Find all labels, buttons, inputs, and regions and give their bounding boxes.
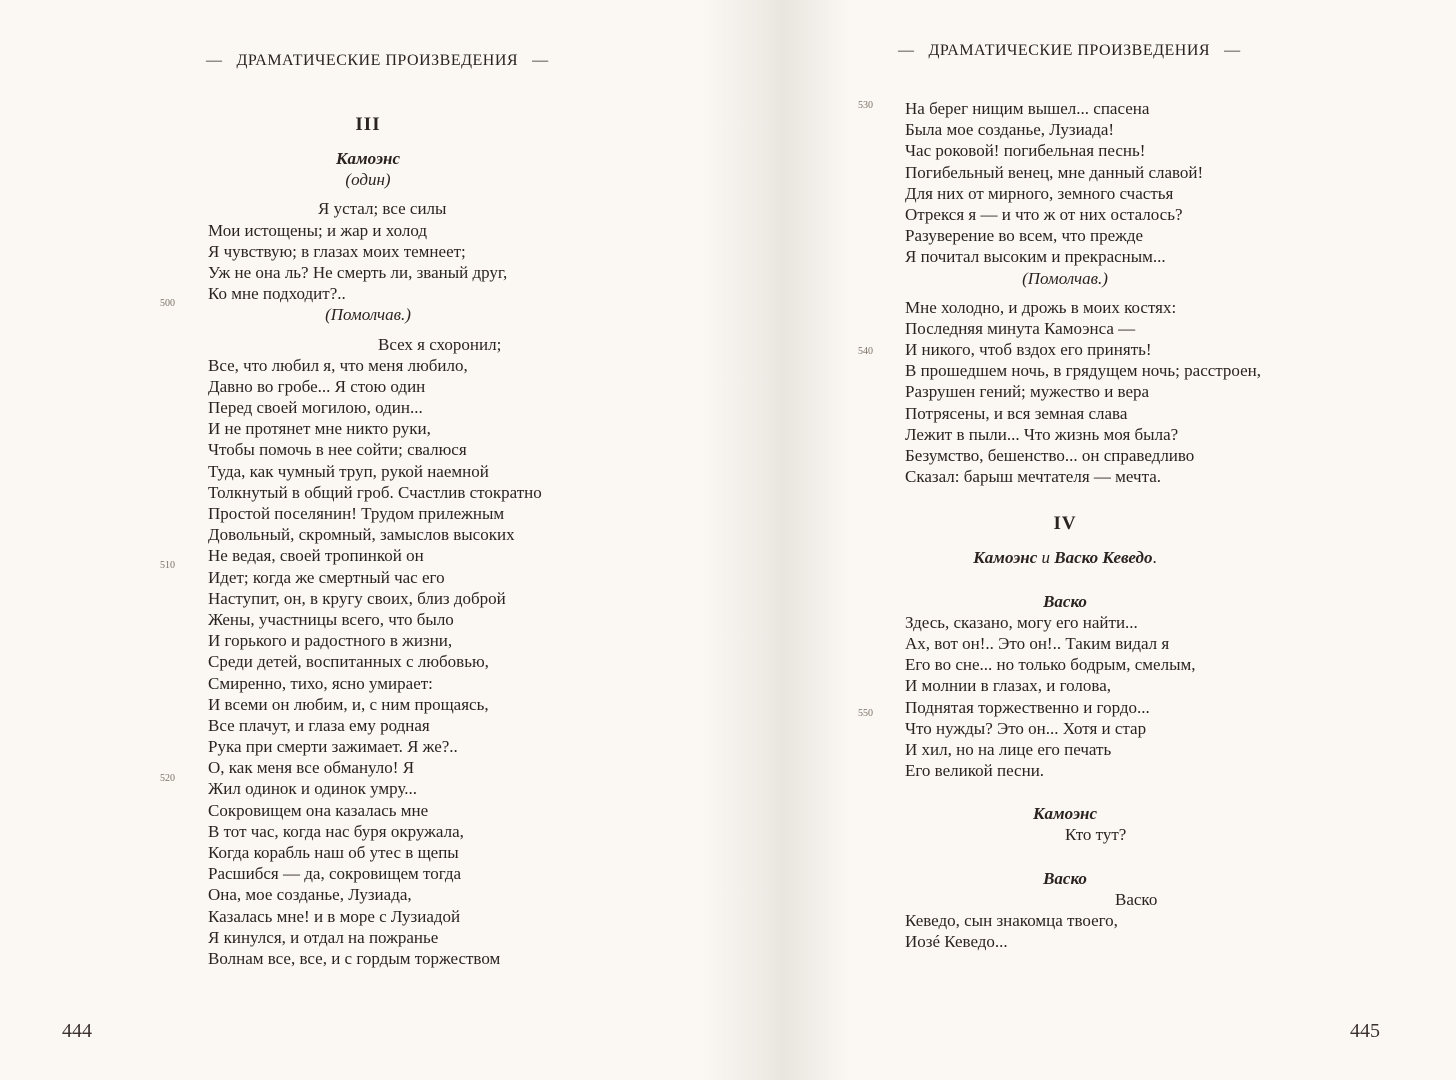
verse-line: Давно во гробе... Я стою один (208, 376, 426, 396)
verse-line: Довольный, скромный, замыслов высоких (208, 525, 515, 545)
verse-line: Среди детей, воспитанных с любовью, (208, 652, 489, 672)
verse-line: Уж не она ль? Не смерть ли, званый друг, (208, 262, 508, 282)
speaker-camoens: Камоэнс (336, 149, 400, 168)
line-number-540: 540 (858, 346, 873, 357)
scene-speaker-camoens: Камоэнс (973, 548, 1038, 568)
act-number-iii: III (355, 114, 381, 135)
verse-line: Лежит в пыли... Что жизнь моя была? (905, 424, 1179, 444)
verse-line: Отрекся я — и что ж от них осталось? (905, 204, 1183, 224)
stage-direction-pause: (Помолчав.) (325, 305, 411, 325)
act-number-iv: IV (1053, 513, 1077, 535)
verse-line: Кто тут? (1065, 825, 1127, 845)
verse-line: Сокровищем она казалась мне (208, 800, 429, 820)
verse-line: Погибельный венец, мне данный славой! (905, 162, 1204, 182)
line-number-520: 520 (160, 773, 175, 784)
verse-line: Я почитал высоким и прекрасным... (905, 247, 1166, 267)
speaker-vasco: Васко (1043, 591, 1087, 611)
stage-direction-pause: (Помолчав.) (1022, 268, 1108, 288)
line-number-530: 530 (858, 100, 873, 111)
scene-speaker-vasco: Васко Кеведо (1054, 548, 1153, 568)
verse-line: Я чувствую; в глазах моих темнеет; (208, 241, 466, 261)
verse-line: Здесь, сказано, могу его найти... (905, 612, 1138, 632)
verse-line: На берег нищим вышел... спасена (905, 99, 1150, 118)
verse-line: Потрясены, и вся земная слава (905, 403, 1128, 423)
verse-line: Всех я схоронил; (378, 334, 502, 354)
verse-line: И хил, но на лице его печать (905, 739, 1112, 759)
verse-line: Его во сне... но только бодрым, смелым, (905, 655, 1196, 675)
right-page-text (905, 98, 1325, 952)
verse-line: Она, мое созданье, Лузиада, (208, 885, 412, 905)
verse-line: В тот час, когда нас буря окружала, (208, 821, 464, 841)
verse-line: И никого, чтоб вздох его принять! (905, 340, 1152, 360)
verse-line: Жены, участницы всего, что было (208, 609, 454, 629)
verse-line: Рука при смерти зажимает. Я же?.. (208, 737, 458, 757)
verse-line: Все, что любил я, что меня любило, (208, 355, 468, 375)
right-head-dash-left: — (898, 42, 915, 59)
verse-line: Ко мне подходит?.. (208, 284, 346, 304)
verse-line: Волнам все, все, и с гордым торжеством (208, 948, 501, 968)
verse-line: Сказал: барыш мечтателя — мечта. (905, 467, 1162, 487)
verse-line: Я кинулся, и отдал на пожранье (208, 927, 439, 947)
left-head-dash-right: — (532, 52, 549, 69)
scene-period: . (1152, 548, 1157, 568)
verse-line: Чтобы помочь в нее сойти; свалюся (208, 440, 467, 460)
verse-line: Васко (1115, 889, 1158, 909)
verse-line: И всеми он любим, и, с ним прощаясь, (208, 694, 489, 714)
left-head-dash-left: — (206, 52, 223, 69)
verse-line: В прошедшем ночь, в грядущем ночь; расстроен, (905, 361, 1262, 381)
verse-line: Его великой песни. (905, 761, 1045, 781)
verse-line: Толкнутый в общий гроб. Счастлив стократно (208, 482, 542, 502)
scene-conjunction: и (1037, 548, 1055, 568)
verse-line: И молнии в глазах, и голова, (905, 676, 1112, 696)
speaker-camoens: Камоэнс (1033, 804, 1097, 824)
verse-line: Туда, как чумный труп, рукой наемной (208, 461, 489, 481)
verse-line: Когда корабль наш об утес в щепы (208, 843, 459, 862)
verse-line: Последняя минута Камоэнса — (905, 318, 1136, 338)
verse-line: Мне холодно, и дрожь в моих костях: (905, 297, 1177, 317)
left-head-title: ДРАМАТИЧЕСКИЕ ПРОИЗВЕДЕНИЯ (236, 52, 519, 69)
verse-line: Иозé Кеведо... (905, 932, 1008, 952)
verse-line: Была мое созданье, Лузиада! (905, 120, 1115, 140)
verse-line: Наступит, он, в кругу своих, близ доброй (208, 588, 506, 608)
speaker-vasco: Васко (1043, 868, 1087, 888)
verse-line: Перед своей могилою, один... (208, 398, 423, 418)
line-number-510: 510 (160, 560, 175, 571)
line-number-550: 550 (858, 708, 873, 719)
verse-line: Кеведо, сын знакомца твоего, (905, 911, 1118, 930)
verse-line: Ах, вот он!.. Это он!.. Таким видал я (905, 633, 1170, 653)
verse-line: Расшибся — да, сокровищем тогда (208, 864, 462, 884)
left-running-head (192, 52, 563, 70)
verse-line: Все плачут, и глаза ему родная (208, 715, 430, 735)
verse-line: Что нужды? Это он... Хотя и стар (905, 718, 1147, 738)
right-folio: 445 (1350, 1020, 1380, 1042)
verse-line: Разуверение во всем, что прежде (905, 226, 1144, 246)
book-gutter (700, 0, 850, 1080)
left-folio: 444 (62, 1020, 92, 1042)
verse-line: Не ведая, своей тропинкой он (208, 546, 424, 566)
verse-line: Я устал; все силы (318, 199, 447, 219)
verse-line: Казалась мне! и в море с Лузиадой (208, 906, 461, 926)
verse-line: Идет; когда же смертный час его (208, 567, 445, 587)
line-number-500: 500 (160, 298, 175, 309)
verse-line: Для них от мирного, земного счастья (905, 183, 1174, 203)
verse-line: Безумство, бешенство... он справедливо (905, 446, 1195, 465)
right-running-head (884, 42, 1255, 60)
left-page-text (208, 110, 628, 969)
verse-line: И не протянет мне никто руки, (208, 419, 431, 439)
verse-line: Жил одинок и одинок умру... (208, 779, 417, 799)
verse-line: Час роковой! погибельная песнь! (905, 141, 1146, 161)
verse-line: Простой поселянин! Трудом прилежным (208, 504, 505, 523)
verse-line: И горького и радостного в жизни, (208, 631, 453, 651)
stage-direction-alone: (один) (345, 170, 391, 190)
verse-line: Мои истощены; и жар и холод (208, 220, 428, 240)
verse-line: Смиренно, тихо, ясно умирает: (208, 673, 433, 693)
verse-line: Разрушен гений; мужество и вера (905, 382, 1150, 402)
scene-characters (905, 547, 1225, 568)
verse-line: Поднятая торжественно и гордо... (905, 697, 1150, 717)
right-head-title: ДРАМАТИЧЕСКИЕ ПРОИЗВЕДЕНИЯ (928, 42, 1211, 59)
verse-line: О, как меня все обмануло! Я (208, 758, 415, 778)
right-head-dash-right: — (1224, 42, 1241, 59)
